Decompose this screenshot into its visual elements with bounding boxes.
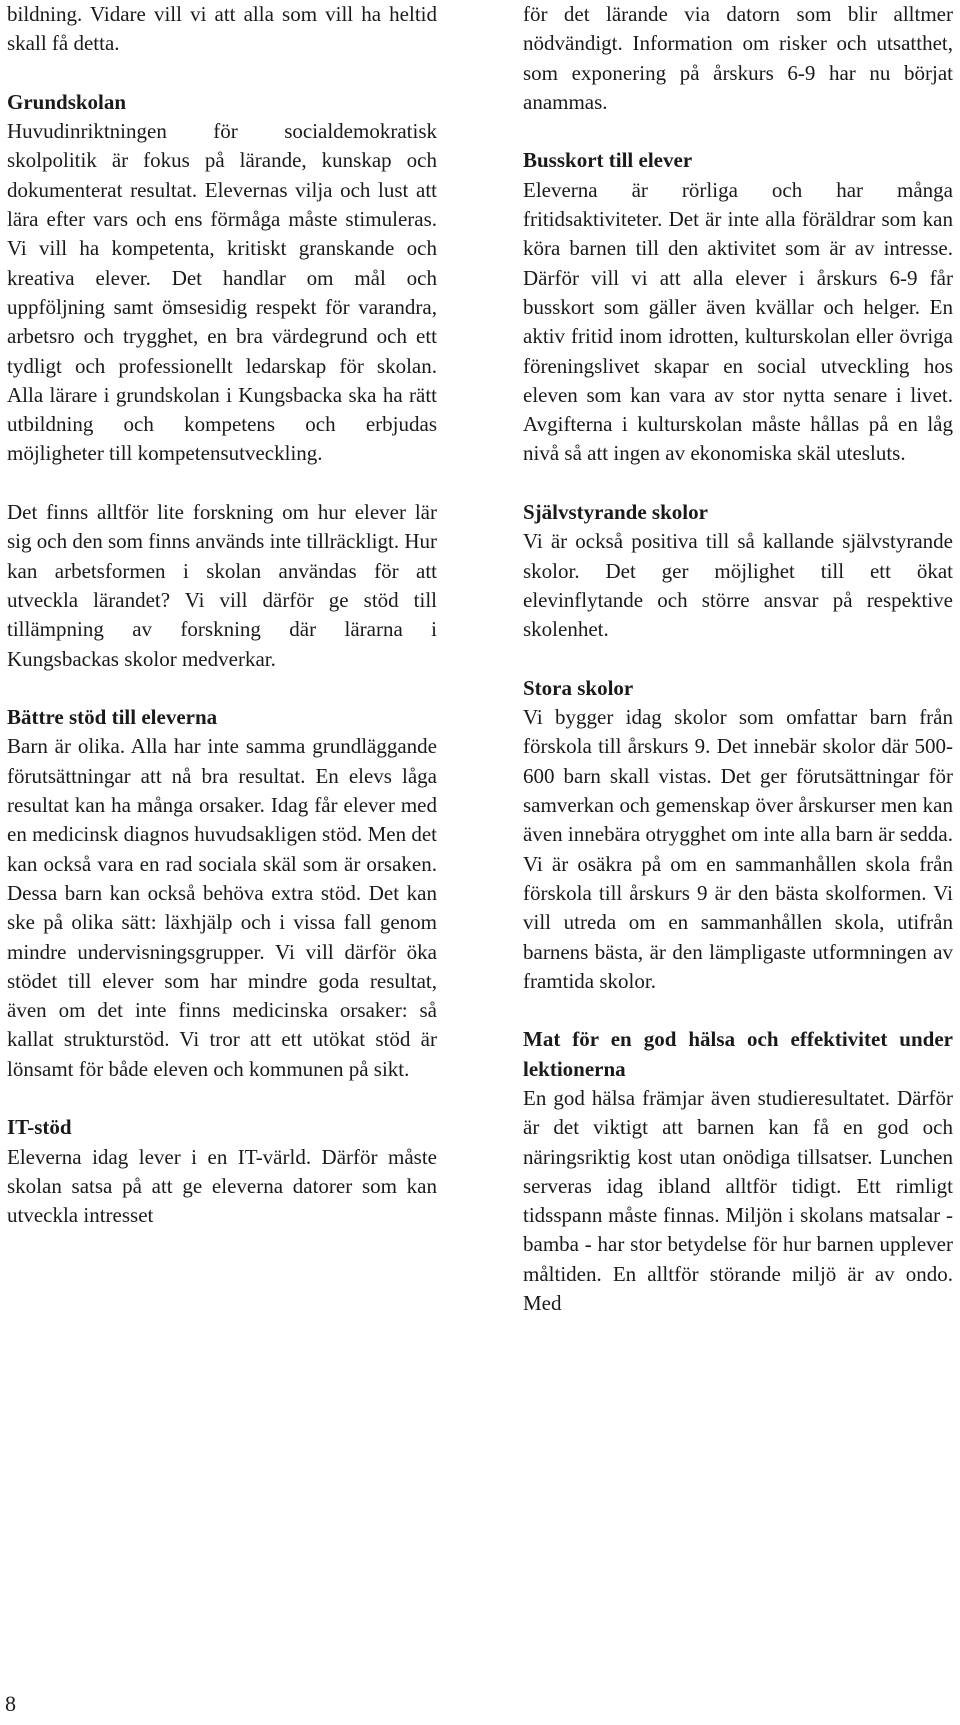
spacer (7, 469, 437, 498)
right-column (523, 0, 953, 1318)
heading-sjalvstyrande: Självstyrande skolor (523, 500, 708, 525)
paragraph-grundskolan: Huvudinriktningen för socialdemokratisk skolpolitik är fokus på lärande, kunskap och dokumenterat resultat. Elevernas vilja och lust att lära efter vars och ens förmåga måste stimuleras. Vi vill ha kompetenta, kritiskt granskande och kreativa elever. Det handlar om mål och uppföljning samt ömsesidig respekt för varandra, arbetsro och trygghet, en bra värdegrund och ett tydligt och professionellt ledarskap för skolan. Alla lärare i grundskolan i Kungsbacka ska ha rätt utbildning och kompetens och erbjudas möjligheter till kompetensutveckling. (7, 119, 437, 466)
spacer (523, 117, 953, 146)
paragraph-it-stod: Eleverna idag lever i en IT-värld. Därför måste skolan satsa på att ge eleverna datorer som kan utveckla intresset (7, 1144, 437, 1228)
paragraph-stora-skolor: Vi bygger idag skolor som omfattar barn från förskola till årskurs 9. Det innebär skolor där 500-600 barn skall vistas. Det ger förutsättningar för samverkan och gemenskap över årskurser men kan även innebära otrygghet om inte alla barn är sedda. Vi är osäkra på om en sammanhållen skola från förskola till årskurs 9 är den bästa skolformen. Vi vill utreda om en sammanhållen skola, utifrån barnens bästa, är den lämpligaste utformningen av framtida skolor. (523, 705, 953, 993)
paragraph-busskort: Eleverna är rörliga och har många fritidsaktiviteter. Det är inte alla föräldrar som kan köra barnen till den aktivitet som är av intresse. Därför vill vi att alla elever i årskurs 6-9 får busskort som gäller även kvällar och helger. En aktiv fritid inom idrotten, kulturskolan eller övriga föreningslivet skapar en social utveckling hos eleven som kan vara av stor nytta senare i livet. Avgifterna i kulturskolan måste hållas på en låg nivå så att ingen av ekonomiska skäl utesluts. (523, 177, 953, 466)
spacer (7, 59, 437, 88)
spacer (7, 1084, 437, 1113)
heading-stora-skolor: Stora skolor (523, 675, 634, 700)
paragraph-mat: En god hälsa främjar även studieresultatet. Därför är det viktigt att barnen kan få en god och näringsriktig kost utan onödiga tillsatser. Lunchen serveras idag ibland alltför tidigt. Ett rimligt tidsspann måste finnas. Miljön i skolans matsalar - bamba - har stor betydelse för hur barnen upplever måltiden. En alltför störande miljö är av ondo. Med (523, 1085, 953, 1316)
paragraph-forskning: Det finns alltför lite forskning om hur elever lär sig och den som finns används inte tillräckligt. Hur kan arbetsformen i skolan användas för att utveckla lärandet? Vi vill därför ge stöd till tillämpning av forskning där lärarna i Kungsbackas skolor medverkar. (7, 500, 437, 671)
spacer (523, 469, 953, 498)
page-number: 8 (5, 1691, 16, 1716)
paragraph-sjalvstyrande: Vi är också positiva till så kallande självstyrande skolor. Det ger möjlighet till ett ökat elevinflytande och större ansvar på respektive skolenhet. (523, 529, 953, 642)
it-continuation: för det lärande via datorn som blir alltmer nödvändigt. Information om risker och utsatthet, som exponering på årskurs 6-9 har nu börjat anammas. (523, 2, 953, 114)
heading-busskort: Busskort till elever (523, 148, 693, 173)
spacer (7, 674, 437, 703)
heading-grundskolan: Grundskolan (7, 89, 127, 114)
heading-battre-stod: Bättre stöd till eleverna (7, 705, 218, 730)
spacer (523, 996, 953, 1025)
heading-mat: Mat för en god hälsa och effektivitet under lektionerna (523, 1027, 953, 1081)
heading-it-stod: IT-stöd (7, 1115, 72, 1140)
paragraph-battre-stod: Barn är olika. Alla har inte samma grundläggande förutsättningar att nå bra resultat. En elevs låga resultat kan ha många orsaker. Idag får elever med en medicinsk diagnos huvudsakligen stöd. Men det kan också vara en rad sociala skäl som är orsaken. Dessa barn kan också behöva extra stöd. Det kan ske på olika sätt: läxhjälp och i vissa fall genom mindre undervisningsgrupper. Vi vill därför öka stödet till elever som har mindre goda resultat, även om det inte finns medicinska orsaker: så kallat strukturstöd. Vi tror att ett utökat stöd är lönsamt för både eleven och kommunen på sikt. (7, 734, 437, 1081)
spacer (523, 645, 953, 674)
left-column (7, 0, 437, 1230)
intro-continuation: bildning. Vidare vill vi att alla som vill ha heltid skall få detta. (7, 2, 437, 56)
